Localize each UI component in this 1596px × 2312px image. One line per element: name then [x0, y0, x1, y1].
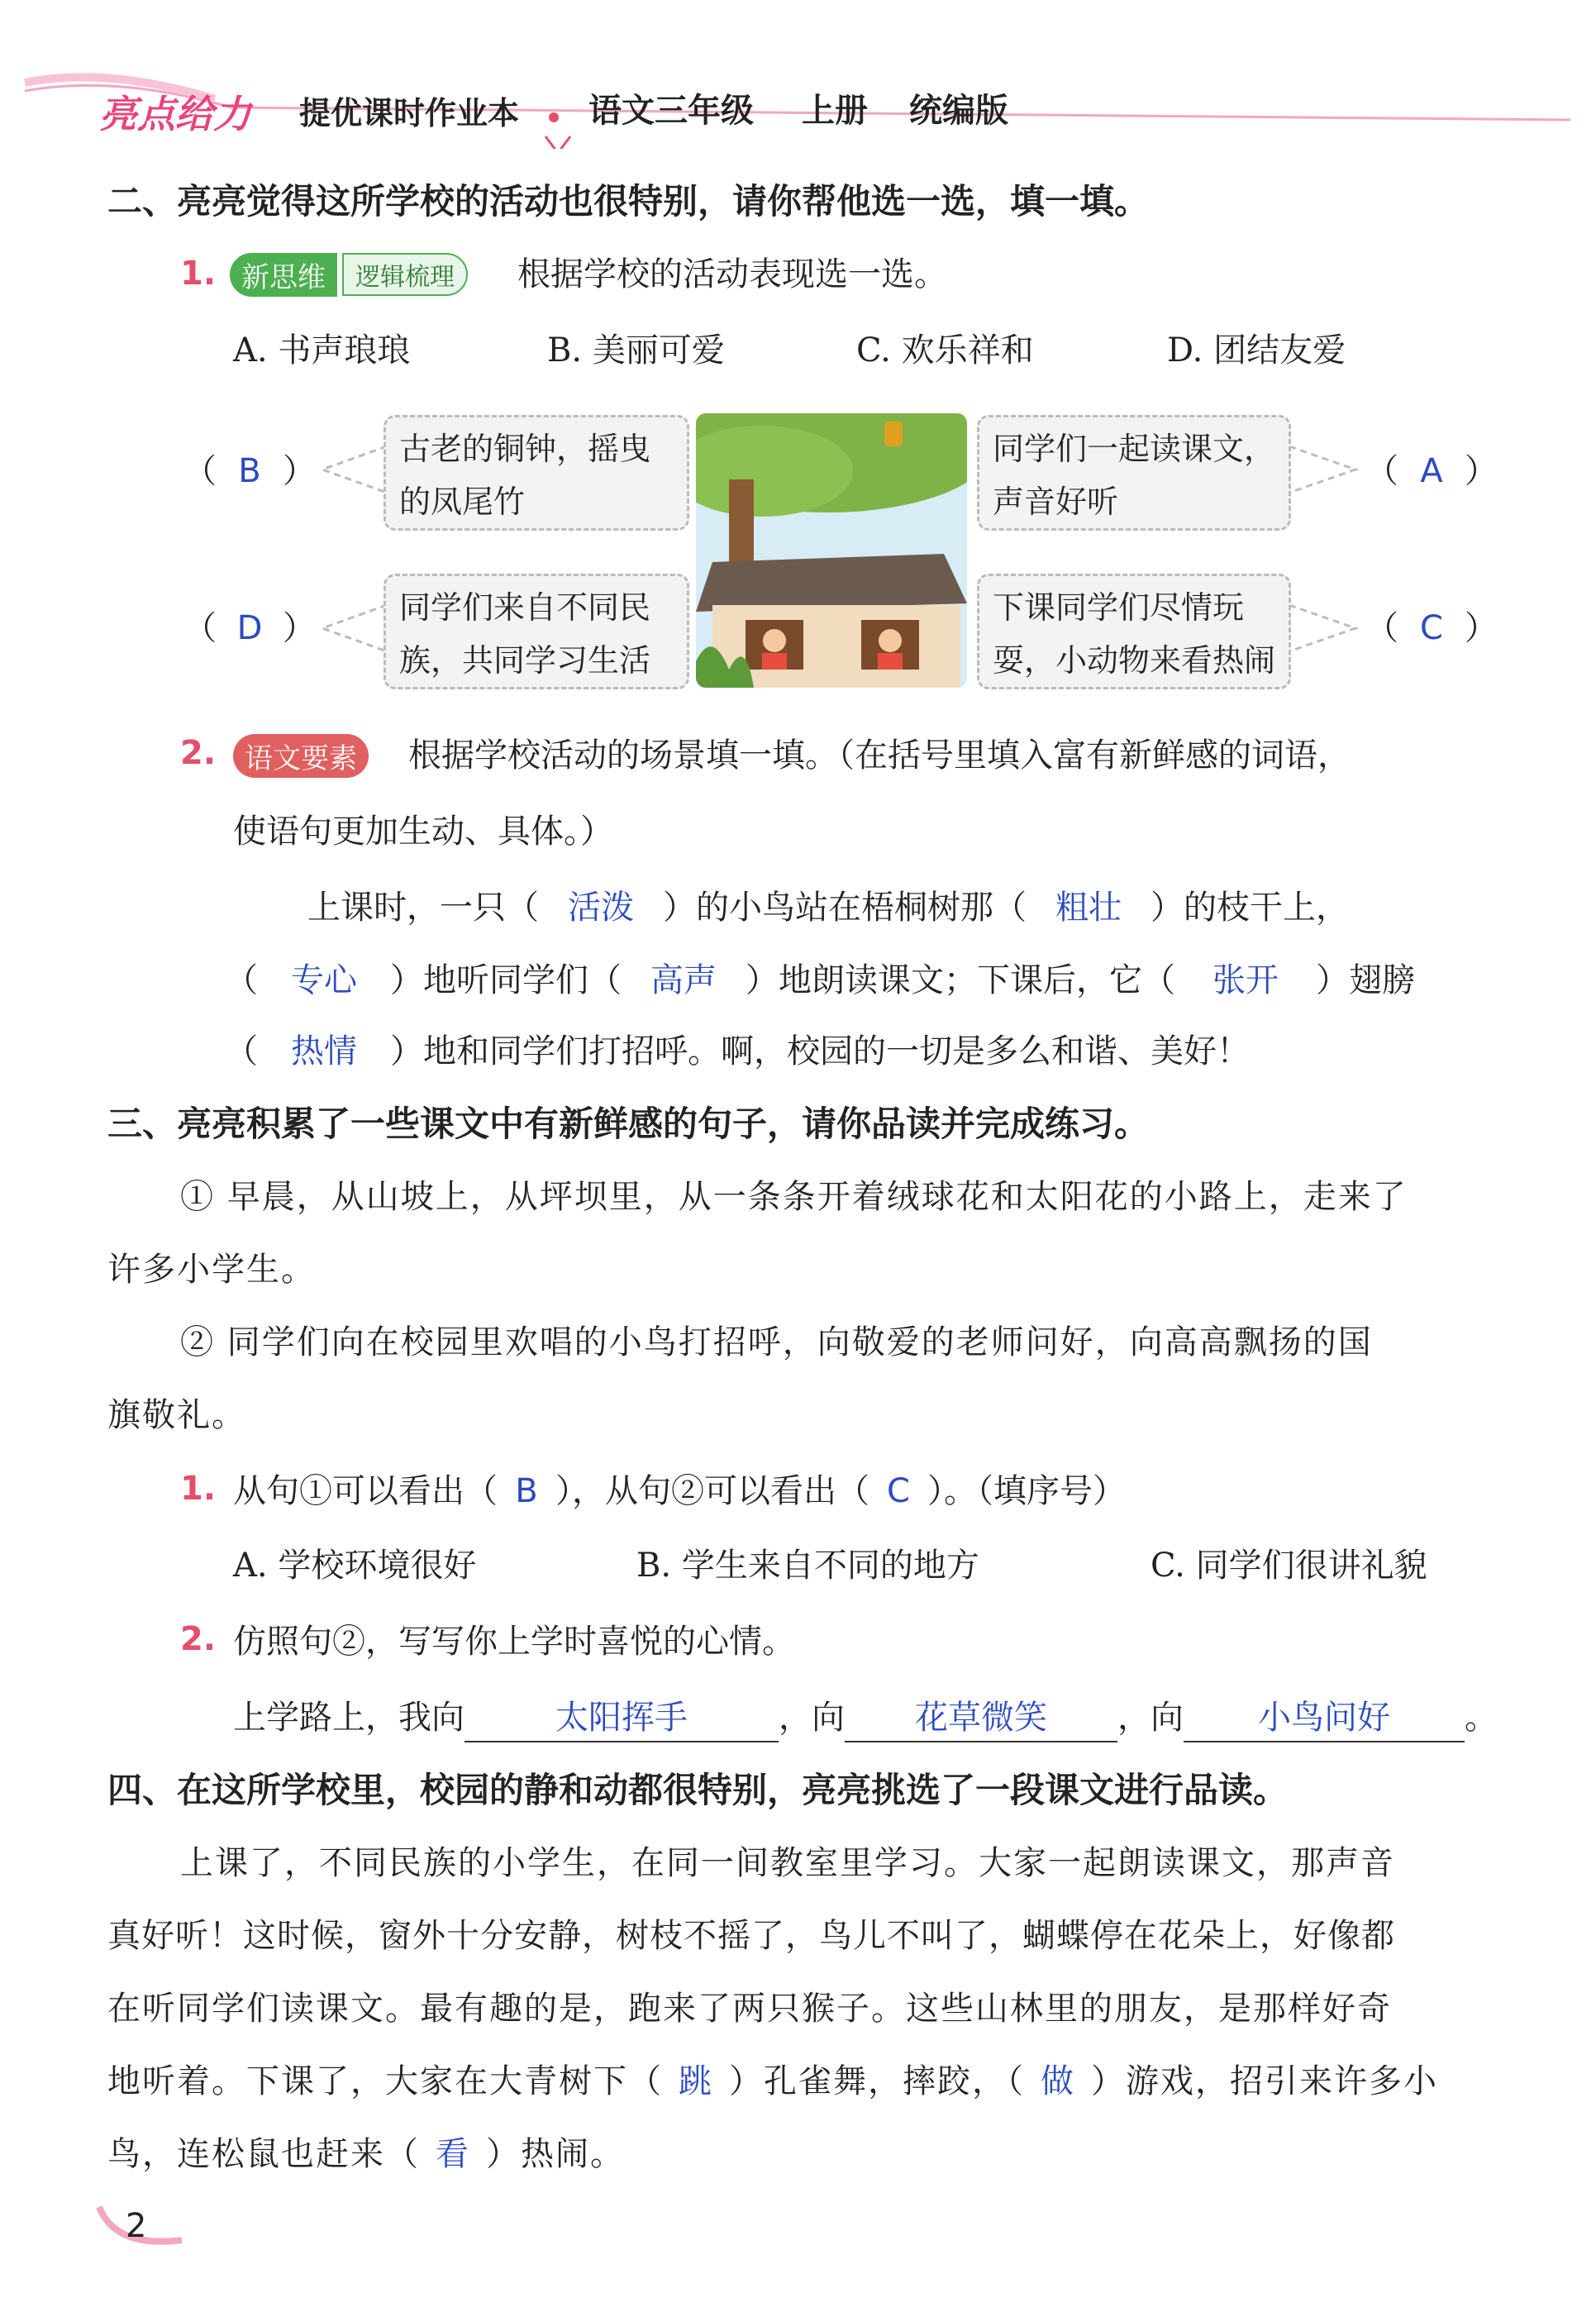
s3-q2-number: 2. [180, 1620, 217, 1658]
section2-heading: 二、亮亮觉得这所学校的活动也很特别，请你帮他选一选，填一填。 [107, 181, 1150, 222]
answer-bracket-left-top: （ B ） [183, 452, 316, 490]
tag-logic: 逻辑梳理 [342, 253, 468, 296]
s3-q1-answer2: C [887, 1472, 910, 1510]
section4-heading: 四、在这所学校里，校园的静和动都很特别，亮亮挑选了一段课文进行品读。 [107, 1770, 1289, 1810]
answer-bracket-right-top: （ A ） [1365, 452, 1498, 490]
header-volume: 上册 [802, 92, 868, 130]
school-illustration-svg [696, 413, 967, 688]
s3-q1-answer1: B [515, 1472, 538, 1510]
tag-chinese-elements: 语文要素 [233, 734, 369, 778]
s3-q2-fill: 上学路上，我向 太阳挥手 ，向 花草微笑 ，向 小鸟问好 。 [233, 1695, 1498, 1742]
option-d: D. 团结友爱 [1167, 331, 1346, 369]
s2-q1-prompt: 根据学校的活动表现选一选。 [517, 255, 947, 293]
answer-6: 热情 [291, 1032, 357, 1070]
answer-3: 专心 [291, 961, 357, 999]
option-c: C. 欢乐祥和 [856, 331, 1034, 369]
s4-answer-1: 跳 [679, 2062, 713, 2100]
header-dot [549, 112, 559, 122]
header-grade: 语文三年级 [588, 92, 754, 130]
header-subtitle: 提优课时作业本 [299, 95, 520, 131]
s3-q1-text: 从句①可以看出（ B ），从句②可以看出（ C ）。（填序号） [233, 1468, 1126, 1514]
s2-q2-para-line1: 上课时，一只（ 活泼 ）的小鸟站在梧桐树那（ 粗壮 ）的枝干上， [307, 884, 1349, 931]
s4-line3: 在听同学们读课文。最有趣的是，跑来了两只猴子。这些山林里的朋友，是那样好奇 [107, 1990, 1392, 2028]
s2-q2-prompt-line2: 使语句更加生动、具体。） [233, 813, 613, 851]
s3-sentence1-line2: 许多小学生。 [107, 1251, 316, 1289]
s4-line5: 鸟，连松鼠也赶来（ 看 ）热闹。 [107, 2131, 625, 2177]
s3-q2-prompt: 仿照句②，写写你上学时喜悦的心情。 [233, 1623, 795, 1661]
header-edition: 统编版 [909, 92, 1008, 130]
s3-sentence2-line1: ② 同学们向在校园里欢唱的小鸟打招呼，向敬爱的老师问好，向高高飘扬的国 [180, 1323, 1373, 1361]
s3-q2-blank1: 太阳挥手 [465, 1695, 779, 1742]
answer-2: 粗壮 [1055, 889, 1122, 927]
s4-line2: 真好听！这时候，窗外十分安静，树枝不摇了，鸟儿不叫了，蝴蝶停在花朵上，好像都 [107, 1917, 1395, 1955]
clue-box-top-right: 同学们一起读课文， 声音好听 [977, 415, 1291, 531]
s3-sentence1-line1: ① 早晨，从山坡上，从坪坝里，从一条条开着绒球花和太阳花的小路上，走来了 [180, 1178, 1408, 1216]
s4-line1: 上课了，不同民族的小学生，在同一间教室里学习。大家一起朗读课文，那声音 [180, 1844, 1395, 1882]
brand-logo: 亮点给力 [99, 92, 251, 136]
option-a: A. 书声琅琅 [233, 331, 411, 369]
s2-q2-para-line3: （ 热情 ）地和同学们打招呼。啊，校园的一切是多么和谐、美好！ [225, 1028, 1250, 1075]
answer-bracket-left-bottom: （ D ） [183, 609, 316, 647]
s2-q2-prompt-line1: 根据学校活动的场景填一填。（在括号里填入富有新鲜感的词语， [408, 737, 1351, 775]
s2-q2-number: 2. [180, 734, 217, 772]
s3-option-a: A. 学校环境很好 [233, 1547, 477, 1585]
s2-q2-para-line2: （ 专心 ）地听同学们（ 高声 ）地朗读课文；下课后，它（ 张开 ）翅膀 [225, 957, 1415, 1003]
option-b: B. 美丽可爱 [547, 331, 725, 369]
s3-option-b: B. 学生来自不同的地方 [636, 1547, 979, 1585]
s3-q1-options [233, 1542, 1522, 1592]
clue-box-top-left: 古老的铜钟，摇曳 的凤尾竹 [384, 415, 689, 531]
s4-line4: 地听着。下课了，大家在大青树下（ 跳 ）孔雀舞，摔跤，（ 做 ）游戏，招引来许多小 [107, 2058, 1438, 2105]
s4-answer-3: 看 [436, 2135, 470, 2173]
s3-q1-number: 1. [180, 1470, 217, 1508]
answer-1: 活泼 [568, 889, 634, 927]
page-number: 2 [126, 2207, 147, 2245]
s3-q2-blank2: 花草微笑 [845, 1695, 1117, 1742]
school-illustration [696, 413, 967, 688]
answer-5: 张开 [1212, 961, 1279, 999]
answer-bracket-right-bottom: （ C ） [1365, 609, 1498, 647]
s3-sentence2-line2: 旗敬礼。 [107, 1396, 246, 1434]
answer-4: 高声 [650, 961, 717, 999]
clue-box-bottom-right: 下课同学们尽情玩 耍，小动物来看热闹 [977, 574, 1291, 689]
clue-box-bottom-left: 同学们来自不同民 族，共同学习生活 [384, 574, 689, 689]
s2-q1-number: 1. [180, 255, 217, 293]
section3-heading: 三、亮亮积累了一些课文中有新鲜感的句子，请你品读并完成练习。 [107, 1104, 1150, 1144]
tag-new-thinking: 新思维 [230, 253, 337, 297]
s4-answer-2: 做 [1041, 2062, 1075, 2100]
page-header [0, 50, 1596, 157]
s3-q2-blank3: 小鸟问好 [1184, 1695, 1465, 1742]
s3-option-c: C. 同学们很讲礼貌 [1151, 1547, 1427, 1585]
